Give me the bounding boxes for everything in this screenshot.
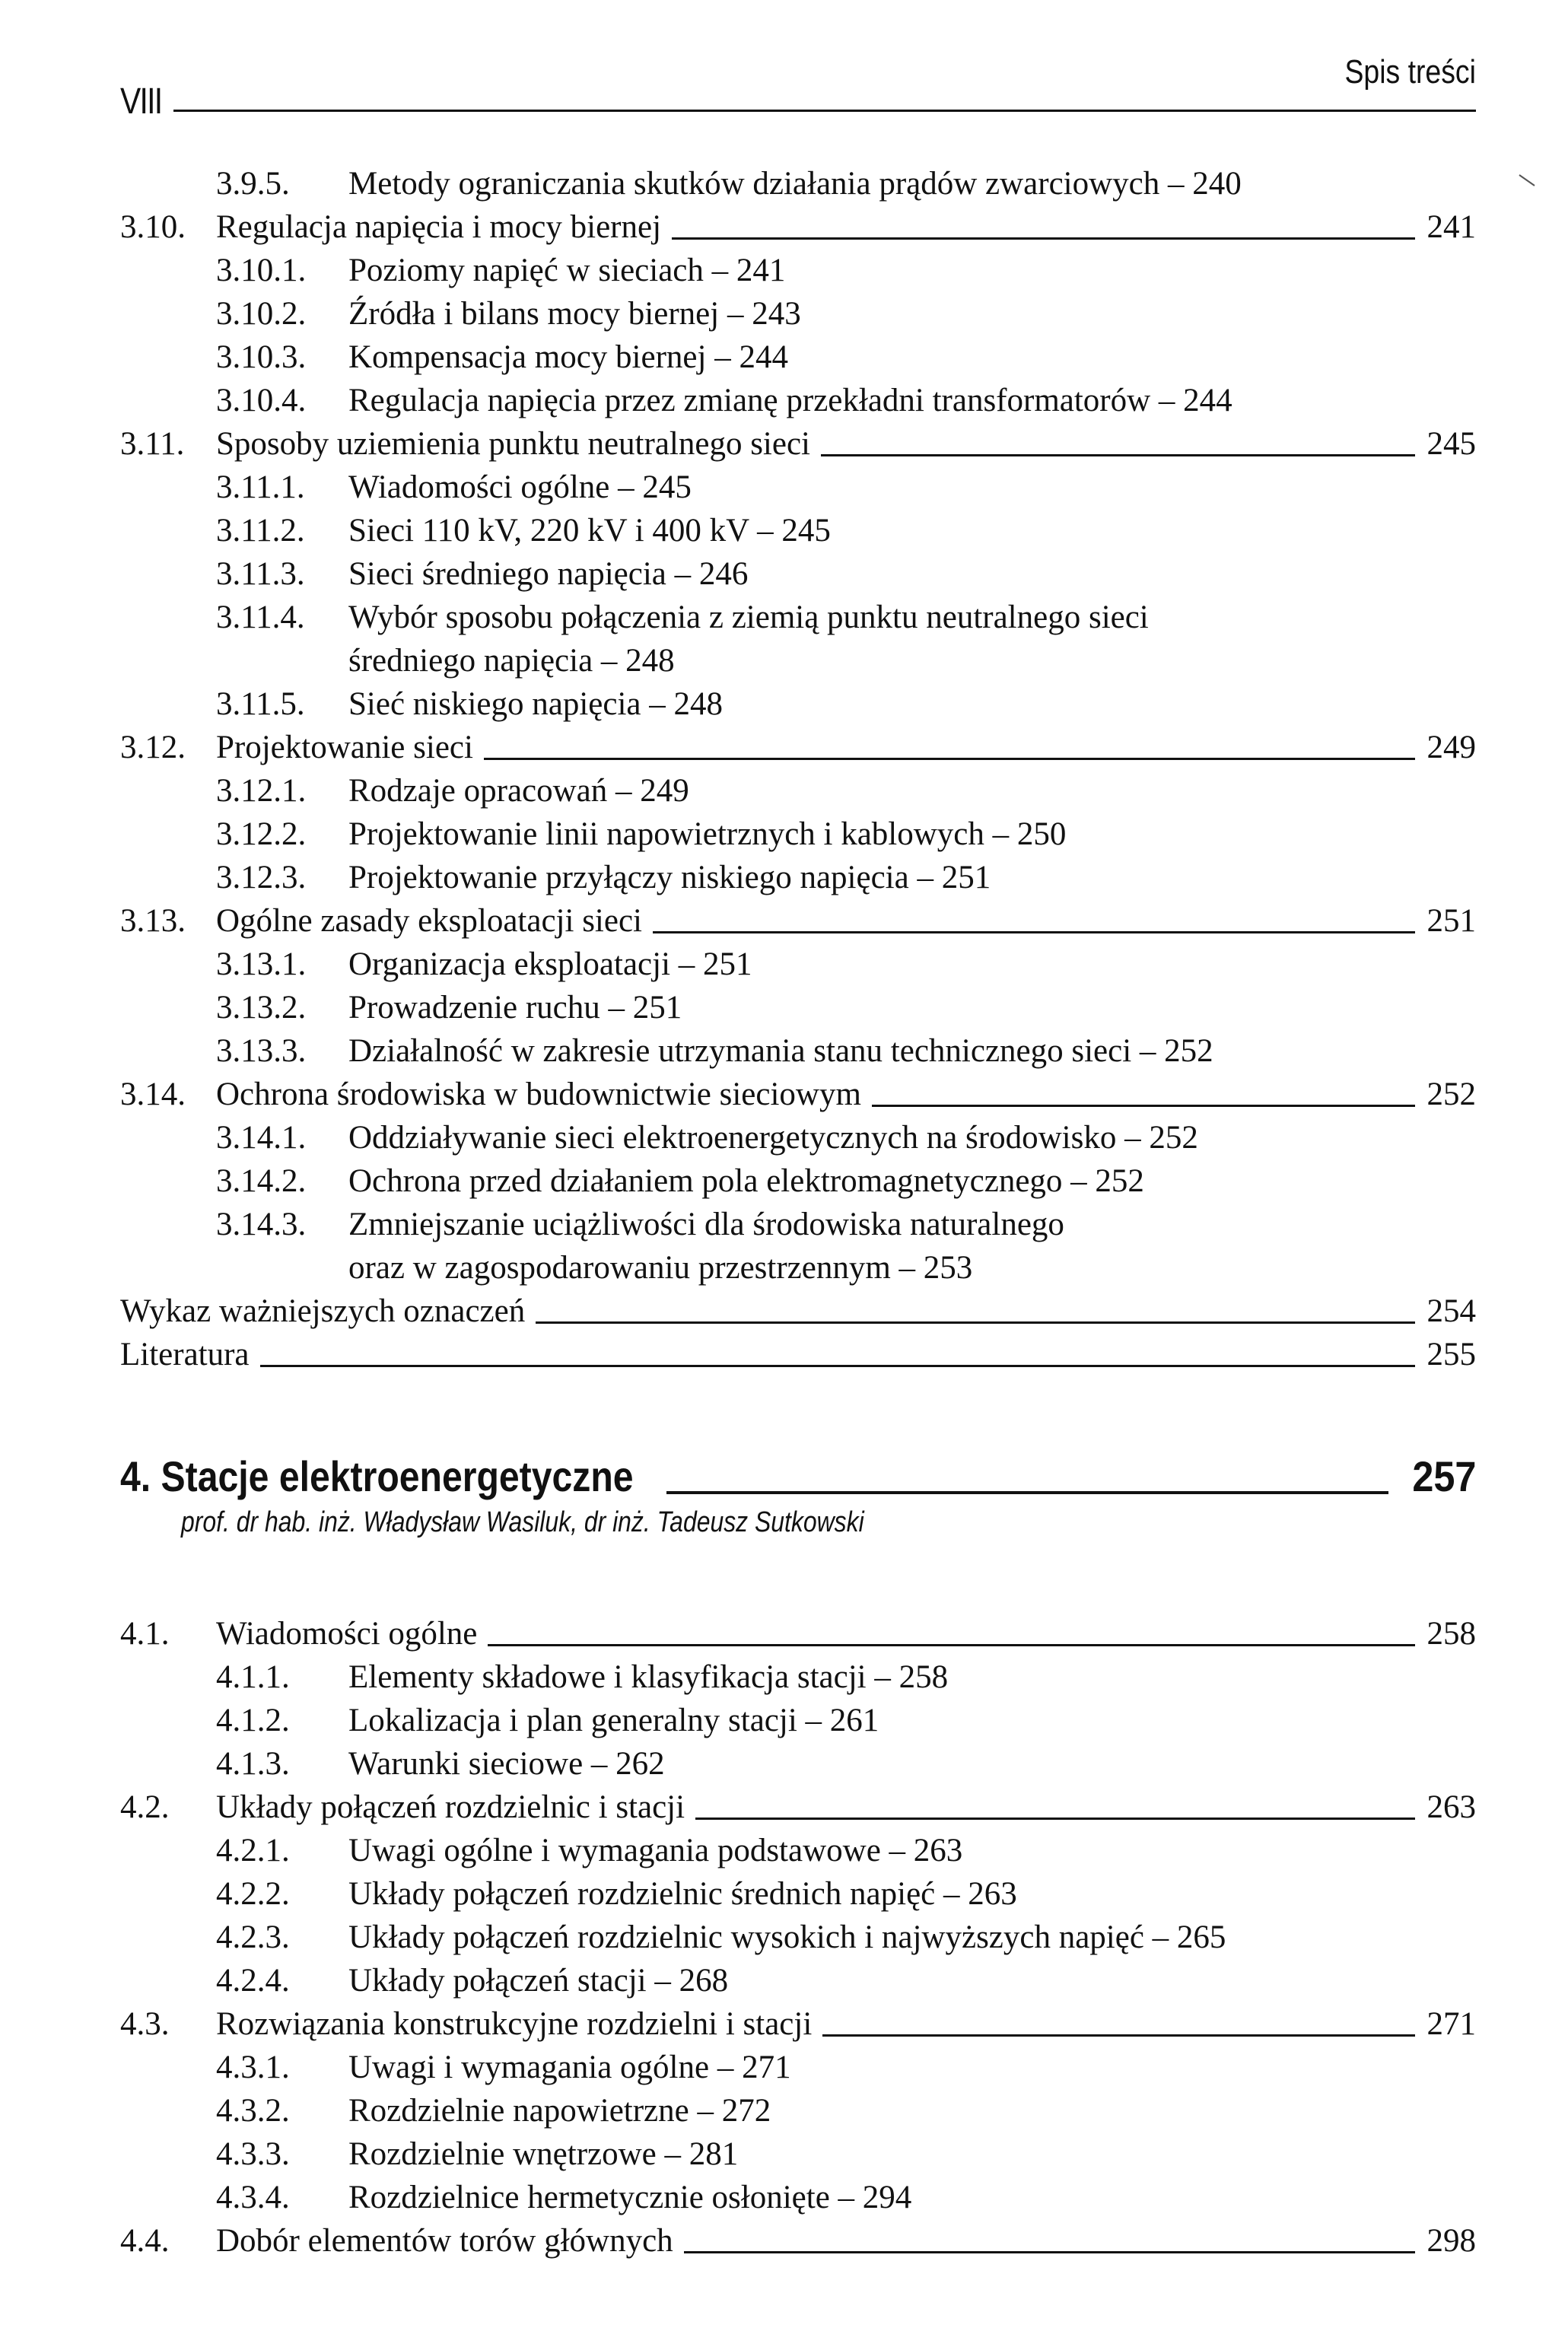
entry-title: Układy połączeń rozdzielnic średnich napięć – 263 — [348, 1876, 1017, 1912]
toc-entry — [216, 2046, 1464, 2089]
entry-title: Warunki sieciowe – 262 — [348, 1746, 665, 1782]
entry-title: Rozdzielnie napowietrzne – 272 — [348, 2093, 771, 2129]
entry-number: 3.11.4. — [216, 599, 305, 635]
entry-number: 3.10.2. — [216, 296, 307, 332]
entry-title: Układy połączeń rozdzielnic wysokich i najwyższych napięć – 265 — [348, 1919, 1226, 1955]
toc-entry — [216, 336, 1464, 379]
entry-title: Regulacja napięcia przez zmianę przekładni transformatorów – 244 — [348, 383, 1232, 418]
entry-title: Projektowanie linii napowietrznych i kablowych – 250 — [348, 816, 1067, 852]
entry-title: Sieć niskiego napięcia – 248 — [348, 686, 723, 722]
toc-entry-continuation — [348, 1247, 1414, 1290]
toc-entry — [120, 206, 1476, 249]
toc-entry-continuation — [348, 640, 1414, 682]
dot-leader — [822, 2034, 1414, 2037]
dot-leader — [666, 1491, 1388, 1494]
entry-title: Rozdzielnie wnętrzowe – 281 — [348, 2136, 739, 2172]
toc-entry — [216, 813, 1464, 856]
entry-page: 249 — [1426, 730, 1476, 765]
entry-number: 3.11.1. — [216, 469, 305, 505]
entry-page: 255 — [1426, 1337, 1476, 1372]
toc-entry — [216, 943, 1464, 986]
entry-number: 4.2.3. — [216, 1919, 290, 1955]
entry-page: 298 — [1426, 2223, 1476, 2259]
entry-title: Prowadzenie ruchu – 251 — [348, 990, 682, 1026]
entry-page: 251 — [1426, 903, 1476, 939]
entry-title: Ochrona przed działaniem pola elektromagnetycznego – 252 — [348, 1163, 1144, 1199]
entry-title: Metody ograniczania skutków działania prądów zwarciowych – 240 — [348, 166, 1242, 202]
toc-entry — [120, 1073, 1476, 1116]
toc-entry — [216, 2133, 1464, 2176]
entry-number: 4.2.1. — [216, 1833, 290, 1868]
entry-title: Zmniejszanie uciążliwości dla środowiska naturalnego — [348, 1207, 1064, 1242]
entry-number: 3.11.5. — [216, 686, 305, 722]
dot-leader — [260, 1365, 1415, 1367]
toc-entry — [216, 510, 1464, 552]
entry-title: Rozwiązania konstrukcyjne rozdzielni i stacji — [216, 2006, 813, 2042]
entry-title: Regulacja napięcia i mocy biernej — [216, 209, 662, 245]
entry-number: 3.12.2. — [216, 816, 307, 852]
entry-title: Lokalizacja i plan generalny stacji – 261 — [348, 1703, 879, 1738]
entry-number: 4.2.4. — [216, 1963, 290, 1999]
toc-entry — [216, 1117, 1464, 1159]
toc-entry — [120, 2003, 1476, 2046]
entry-number: 3.14.3. — [216, 1207, 307, 1242]
entry-number: 4.1.1. — [216, 1659, 290, 1695]
entry-number: 3.12.3. — [216, 860, 307, 895]
entry-number: 3.13.1. — [216, 946, 307, 982]
entry-number: 4.1. — [120, 1616, 170, 1652]
entry-page: 263 — [1426, 1789, 1476, 1825]
entry-number: 3.14. — [120, 1077, 186, 1112]
entry-title: Literatura — [120, 1337, 250, 1372]
chapter-title: 4. Stacje elektroenergetyczne — [120, 1452, 634, 1500]
entry-title: oraz w zagospodarowaniu przestrzennym – 253 — [348, 1250, 973, 1286]
toc-entry — [216, 683, 1464, 726]
toc-entry — [216, 1743, 1464, 1786]
entry-number: 3.13.3. — [216, 1033, 307, 1069]
toc-entry — [120, 1334, 1476, 1376]
entry-number: 3.14.1. — [216, 1120, 307, 1156]
toc-entry — [216, 1960, 1464, 2002]
entry-title: Wykaz ważniejszych oznaczeń — [120, 1293, 526, 1329]
chapter-page: 257 — [1411, 1452, 1476, 1500]
entry-title: Kompensacja mocy biernej – 244 — [348, 339, 788, 375]
entry-title: Wiadomości ogólne – 245 — [348, 469, 692, 505]
toc-entry — [216, 2090, 1464, 2132]
entry-number: 3.10.1. — [216, 253, 307, 288]
entry-number: 3.9.5. — [216, 166, 290, 202]
entry-number: 4.3.1. — [216, 2050, 290, 2085]
chapter-authors: prof. dr hab. inż. Władysław Wasiluk, dr inż. Tadeusz Sutkowski — [181, 1506, 864, 1538]
entry-page: 245 — [1426, 426, 1476, 462]
entry-title: Układy połączeń rozdzielnic i stacji — [216, 1789, 685, 1825]
toc-entry — [216, 163, 1464, 205]
dot-leader — [872, 1105, 1415, 1107]
entry-title: Rozdzielnice hermetycznie osłonięte – 294 — [348, 2180, 912, 2215]
entry-number: 3.10.4. — [216, 383, 307, 418]
toc-entry — [216, 857, 1464, 899]
page-header — [120, 46, 1476, 122]
entry-number: 3.14.2. — [216, 1163, 307, 1199]
entry-title: Ochrona środowiska w budownictwie sieciowym — [216, 1077, 861, 1112]
entry-title: Działalność w zakresie utrzymania stanu technicznego sieci – 252 — [348, 1033, 1213, 1069]
toc-entry — [216, 466, 1464, 509]
entry-number: 4.3.4. — [216, 2180, 290, 2215]
entry-title: Źródła i bilans mocy biernej – 243 — [348, 296, 801, 332]
toc-entry — [216, 1656, 1464, 1699]
entry-title: Elementy składowe i klasyfikacja stacji – 258 — [348, 1659, 949, 1695]
entry-number: 4.3.3. — [216, 2136, 290, 2172]
dot-leader — [484, 758, 1415, 760]
toc-entry — [216, 293, 1464, 336]
dot-leader — [536, 1321, 1414, 1324]
toc-entry — [216, 770, 1464, 813]
dot-leader — [653, 931, 1415, 933]
entry-title: Oddziaływanie sieci elektroenergetycznych na środowisko – 252 — [348, 1120, 1198, 1156]
entry-page: 271 — [1426, 2006, 1476, 2042]
entry-title: Sieci średniego napięcia – 246 — [348, 556, 749, 592]
toc-entry — [216, 1030, 1464, 1073]
toc-entry — [120, 2220, 1476, 2263]
entry-number: 4.3.2. — [216, 2093, 290, 2129]
entry-page: 254 — [1426, 1293, 1476, 1329]
toc-entry — [216, 1204, 1464, 1246]
entry-title: Poziomy napięć w sieciach – 241 — [348, 253, 786, 288]
chapter-heading — [120, 1452, 1476, 1505]
toc-entry — [120, 423, 1476, 466]
toc-entry — [120, 900, 1476, 943]
dot-leader — [695, 1817, 1414, 1820]
toc-entry — [216, 380, 1464, 422]
entry-number: 4.2.2. — [216, 1876, 290, 1912]
dot-leader — [672, 237, 1414, 240]
entry-number: 3.10. — [120, 209, 186, 245]
entry-title: średniego napięcia – 248 — [348, 643, 675, 679]
entry-number: 4.1.2. — [216, 1703, 290, 1738]
toc-entry — [120, 727, 1476, 769]
toc-entry — [216, 2177, 1464, 2219]
entry-number: 3.11.2. — [216, 513, 305, 549]
entry-title: Projektowanie przyłączy niskiego napięcia – 251 — [348, 860, 991, 895]
dot-leader — [821, 454, 1415, 456]
entry-title: Wybór sposobu połączenia z ziemią punktu neutralnego sieci — [348, 599, 1149, 635]
toc-entry — [120, 1613, 1476, 1655]
scan-mark — [1518, 173, 1538, 189]
toc-entry — [216, 250, 1464, 292]
entry-title: Rodzaje opracowań – 249 — [348, 773, 689, 809]
entry-title: Dobór elementów torów głównych — [216, 2223, 673, 2259]
entry-number: 3.12.1. — [216, 773, 307, 809]
entry-number: 4.1.3. — [216, 1746, 290, 1782]
toc-entry — [216, 1700, 1464, 1742]
entry-title: Sposoby uziemienia punktu neutralnego sieci — [216, 426, 810, 462]
toc-entry — [216, 987, 1464, 1029]
entry-page: 252 — [1426, 1077, 1476, 1112]
entry-title: Sieci 110 kV, 220 kV i 400 kV – 245 — [348, 513, 831, 549]
entry-number: 4.4. — [120, 2223, 170, 2259]
entry-number: 4.3. — [120, 2006, 170, 2042]
toc-entry — [120, 1786, 1476, 1829]
entry-title: Ogólne zasady eksploatacji sieci — [216, 903, 642, 939]
entry-title: Projektowanie sieci — [216, 730, 473, 765]
toc-entry — [216, 1873, 1464, 1916]
entry-number: 3.11.3. — [216, 556, 305, 592]
toc-entry — [216, 1916, 1464, 1959]
entry-number: 3.13.2. — [216, 990, 307, 1026]
toc-entry — [216, 596, 1464, 639]
entry-number: 3.10.3. — [216, 339, 307, 375]
entry-number: 3.11. — [120, 426, 185, 462]
entry-title: Wiadomości ogólne — [216, 1616, 478, 1652]
header-rule — [173, 110, 1476, 112]
toc-entry — [120, 1290, 1476, 1333]
entry-title: Organizacja eksploatacji – 251 — [348, 946, 752, 982]
entry-title: Uwagi i wymagania ogólne – 271 — [348, 2050, 791, 2085]
toc-entry — [216, 553, 1464, 596]
entry-number: 3.13. — [120, 903, 186, 939]
entry-title: Uwagi ogólne i wymagania podstawowe – 263 — [348, 1833, 963, 1868]
dot-leader — [488, 1644, 1414, 1646]
entry-number: 3.12. — [120, 730, 186, 765]
entry-number: 4.2. — [120, 1789, 170, 1825]
toc-entry — [216, 1160, 1464, 1203]
toc-entry — [216, 1830, 1464, 1872]
page-number: VIII — [120, 81, 162, 122]
dot-leader — [684, 2251, 1415, 2253]
running-title: Spis treści — [1344, 53, 1476, 91]
entry-title: Układy połączeń stacji – 268 — [348, 1963, 729, 1999]
entry-page: 241 — [1426, 209, 1476, 245]
entry-page: 258 — [1426, 1616, 1476, 1652]
